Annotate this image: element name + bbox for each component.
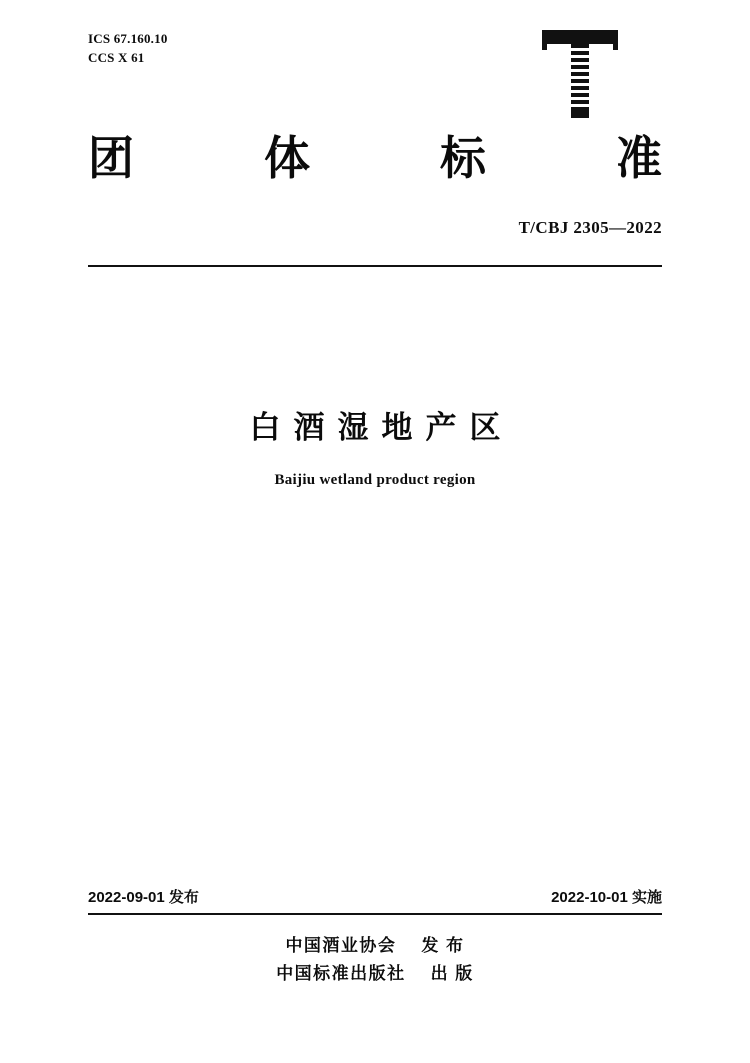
publisher-press: 中国标准出版社 出 版 [276,964,474,984]
subject-title-chinese: 白酒湿地产区 [249,410,514,445]
ccs-code: CCS X 61 [88,49,145,65]
issue-date: 2022-09-01 发布 [88,889,199,906]
publisher-issuer: 中国酒业协会 发 布 [285,936,465,955]
publisher-block [0,932,750,988]
ics-code: ICS 67.160.10 [88,31,168,46]
letter-t-logo [520,24,640,120]
banner-title [88,132,662,184]
banner-char-1: 团 [88,132,134,184]
banner-char-4: 准 [616,132,662,184]
banner-char-3: 标 [440,132,486,184]
classification-codes [88,30,168,68]
footer-divider [88,913,662,915]
subject-title-english: Baijiu wetland product region [274,472,476,488]
header-divider [88,265,662,267]
implement-date: 2022-10-01 实施 [551,889,662,906]
standard-number: T/CBJ 2305—2022 [518,218,662,237]
letter-t-logo-icon [520,24,640,120]
banner-char-2: 体 [264,132,310,184]
